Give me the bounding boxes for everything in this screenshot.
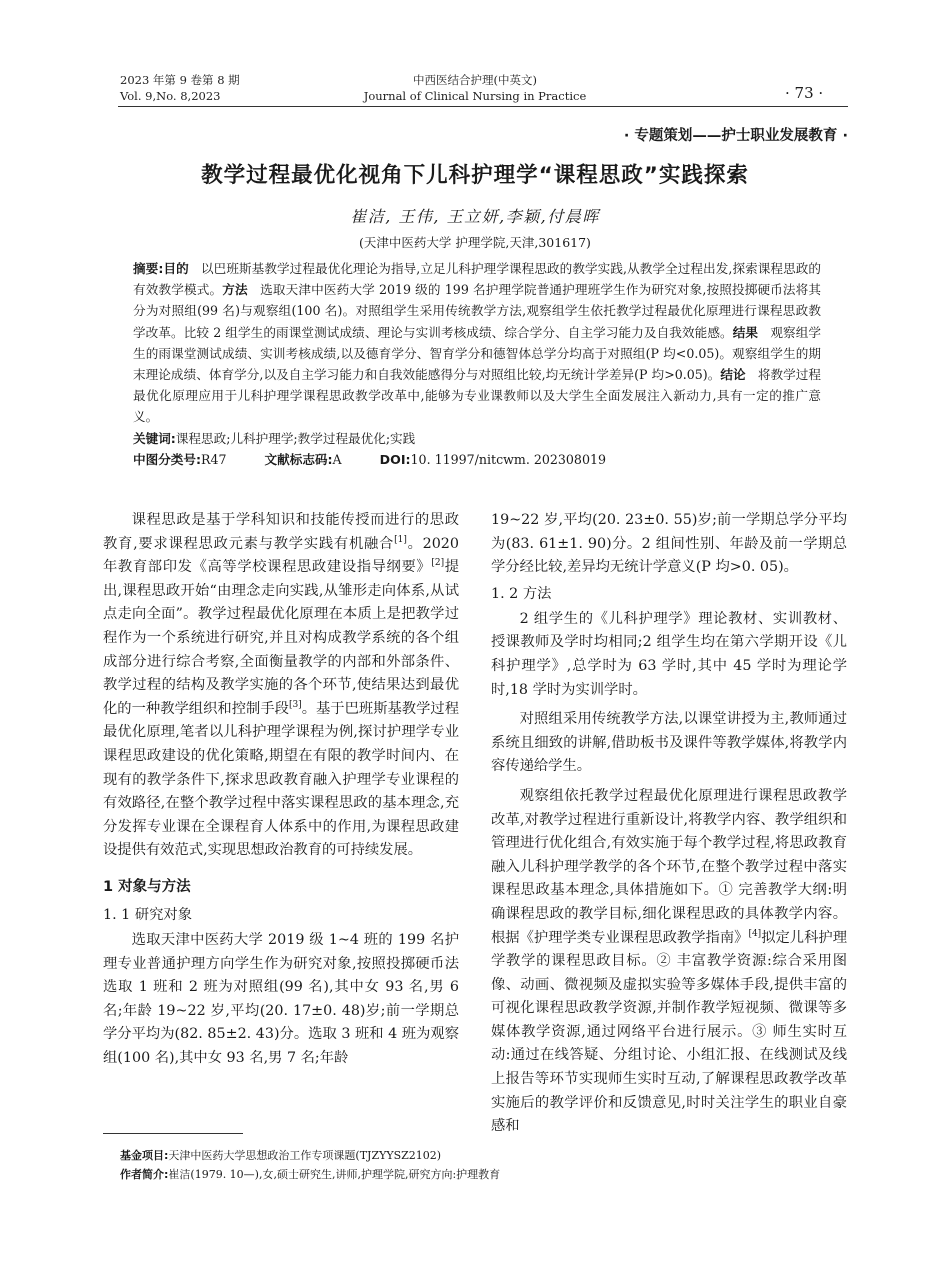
subjects-paragraph: 选取天津中医药大学 2019 级 1~4 班的 199 名护理专业普通护理方向学生作为研究对象,按照投掷硬币法选取 1 班和 2 班为对照组(99 名),其中女 93 名,男 6 名;年龄 19~22 岁,平均(20. 17±0. 48)岁;前一学期总学分平均为(82. 85±2. 43)分。选取 3 班和 4 班为观察组(100 名),其中女 93 名,男 7 名;年龄 bbox=[103, 931, 459, 1066]
methods-text-3a: 观察组依托教学过程最优化原理进行课程思政教学改革,对教学过程进行重新设计,将教学内容、教学组织和管理进行优化组合,有效实施于每个教学过程,将思政教育融入儿科护理学教学的各个环节,在整个教学过程中落实课程思政基本理念,具体措施如下。① 完善教学大纲:明确课程思政的教学目标,细化课程思政的具体教学内容。根据《护理学类专业课程思政教学指南》 bbox=[491, 787, 847, 946]
abstract bbox=[133, 258, 821, 428]
journal-issue-info bbox=[120, 72, 240, 104]
methods-paragraph-2: 对照组采用传统教学方法,以课堂讲授为主,教师通过系统且细致的讲解,借助板书及课件等教学媒体,将教学内容传递给学生。 bbox=[491, 711, 847, 775]
header-divider bbox=[118, 106, 848, 107]
journal-name bbox=[300, 72, 650, 104]
author-bio-label: 作者简介: bbox=[120, 1168, 169, 1181]
intro-text-4: 。基于巴班斯基教学过程最优化原理,笔者以儿科护理学课程为例,探讨护理学专业课程思政建设的优化策略,期望在有限的教学时间内、在现有的教学条件下,探求思政教育融入护理学专业课程的有效路径,在整个教学过程中落实课程思政的基本理念,充分发挥专业课在全课程育人体系中的作用,为课程思政建设提供有效范式,实现思想政治教育的可持续发展。 bbox=[103, 700, 460, 859]
body-column-right bbox=[491, 509, 847, 1139]
section-heading-1: 1 对象与方法 bbox=[103, 878, 191, 895]
article-title: 教学过程最优化视角下儿科护理学“课程思政”实践探索 bbox=[201, 163, 749, 188]
intro-text-1: 课程思政是基于学科知识和技能传授而进行的思政教育,要求课程思政元素与教学实践有机融合 bbox=[103, 512, 459, 552]
citation-2[interactable]: [2] bbox=[431, 558, 445, 569]
abstract-label: 摘要: bbox=[133, 261, 164, 276]
journal-name-cn: 中西医结合护理(中英文) bbox=[413, 73, 537, 87]
fund-text: 天津中医药大学思想政治工作专项课题(TJZYYSZ2102) bbox=[168, 1149, 442, 1162]
affiliation: (天津中医药大学 护理学院,天津,301617) bbox=[359, 235, 591, 250]
methods-paragraph-1: 2 组学生的《儿科护理学》理论教材、实训教材、授课教师及学时均相同;2 组学生均在第六学期开设《儿科护理学》,总学时为 63 学时,其中 45 学时为理论学时,18 学时为实训学时。 bbox=[491, 610, 847, 698]
fund-note bbox=[120, 1146, 850, 1165]
citation-4[interactable]: [4] bbox=[748, 928, 762, 939]
classification-line bbox=[133, 449, 821, 470]
author-note bbox=[120, 1165, 850, 1184]
citation-1[interactable]: [1] bbox=[394, 534, 407, 545]
objective-label: 目的 bbox=[163, 261, 189, 276]
footnotes bbox=[120, 1146, 850, 1184]
doc-code-label: 文献标志码: bbox=[264, 451, 333, 467]
keywords-text: 课程思政;儿科护理学;教学过程最优化;实践 bbox=[175, 430, 416, 446]
conclusion-text: 将教学过程最优化原理应用于儿科护理学课程思政教学改革中,能够为专业课教师以及大学生全面发展注入新动力,具有一定的推广意义。 bbox=[133, 367, 822, 425]
results-label: 结果 bbox=[732, 324, 759, 340]
keywords-label: 关键词: bbox=[133, 430, 176, 446]
methods-label: 方法 bbox=[222, 282, 248, 298]
body-column-left bbox=[103, 509, 459, 1070]
citation-3[interactable]: [3] bbox=[288, 699, 302, 710]
keywords bbox=[133, 428, 821, 449]
footnote-divider bbox=[103, 1133, 243, 1134]
journal-name-en: Journal of Clinical Nursing in Practice bbox=[363, 89, 587, 103]
doc-code-value: A bbox=[332, 451, 342, 467]
intro-text-2: 。2020 年教育部印发《高等学校课程思政建设指导纲要》 bbox=[103, 535, 459, 576]
clc-label: 中图分类号: bbox=[133, 451, 202, 467]
methods-text: 选取天津中医药大学 2019 级的 199 名护理学院普通护理班学生作为研究对象,按照投掷硬币法将其分为对照组(99 名)与观察组(100 名)。对照组学生采用传统教学方法,观察组学生依托教学过程最优化原理进行课程思政教学改革。比较 2 组学生的雨课堂测试成绩、理论与实训考核成绩、综合学分、自主学习能力及自我效能感。 bbox=[133, 282, 822, 340]
subsection-heading-1-1: 1. 1 研究对象 bbox=[103, 906, 193, 923]
subjects-paragraph-cont: 19~22 岁,平均(20. 23±0. 55)岁;前一学期总学分平均为(83. 61±1. 90)分。2 组间性别、年龄及前一学期总学分经比较,差异均无统计学意义(P 均>0. 05)。 bbox=[491, 512, 847, 576]
doi-value: 10. 11997/nitcwm. 202308019 bbox=[410, 451, 606, 467]
methods-paragraph-3 bbox=[491, 785, 847, 1139]
column-tag: · 专题策划——护士职业发展教育 · bbox=[623, 128, 848, 144]
page-number: · 73 · bbox=[785, 84, 824, 102]
authors: 崔洁, 王伟, 王立妍,李颖,付晨晖 bbox=[350, 207, 600, 226]
results-text: 观察组学生的雨课堂测试成绩、实训考核成绩,以及德育学分、智育学分和德智体总学分均高于对照组(P 均<0.05)。观察组学生的期末理论成绩、体育学分,以及自主学习能力和自我效能感得分与对照组比较,均无统计学差异(P 均>0.05)。 bbox=[133, 324, 822, 383]
fund-label: 基金项目: bbox=[120, 1149, 169, 1162]
author-bio-text: 崔洁(1979. 10—),女,硕士研究生,讲师,护理学院,研究方向:护理教育 bbox=[168, 1168, 501, 1181]
intro-paragraph bbox=[103, 509, 459, 863]
issue-line-en: Vol. 9,No. 8,2023 bbox=[120, 89, 221, 103]
conclusion-label: 结论 bbox=[720, 367, 746, 383]
doi-label: DOI: bbox=[379, 451, 411, 467]
subsection-heading-1-2: 1. 2 方法 bbox=[491, 585, 552, 602]
objective-text: 以巴班斯基教学过程最优化理论为指导,立足儿科护理学课程思政的教学实践,从教学全过程出发,探索课程思政的有效教学模式。 bbox=[133, 261, 822, 298]
clc-value: R47 bbox=[201, 451, 227, 467]
methods-text-3b: 拟定儿科护理学教学的课程思政目标。② 丰富教学资源:综合采用图像、动画、微视频及虚拟实验等多媒体手段,提供丰富的可视化课程思政教学资源,并制作教学短视频、微课等多媒体教学资源,通过网络平台进行展示。③ 师生实时互动:通过在线答疑、分组讨论、小组汇报、在线测试及线上报告等环节实现师生实时互动,了解课程思政教学改革实施后的教学评价和反馈意见,时时关注学生的职业自豪感和 bbox=[491, 929, 847, 1135]
abstract-block bbox=[133, 258, 821, 470]
intro-text-3: 提出,课程思政开始“由理念走向实践,从雏形走向体系,从试点走向全面”。教学过程最优化原理在本质上是把教学过程作为一个系统进行研究,并且对构成教学系统的各个组成部分进行综合考察,全面衡量教学的内部和外部条件、教学过程的结构及教学实施的各个环节,使结果达到最优化的一种教学组织和控制手段 bbox=[103, 559, 460, 717]
issue-line-cn: 2023 年第 9 卷第 8 期 bbox=[120, 73, 240, 87]
